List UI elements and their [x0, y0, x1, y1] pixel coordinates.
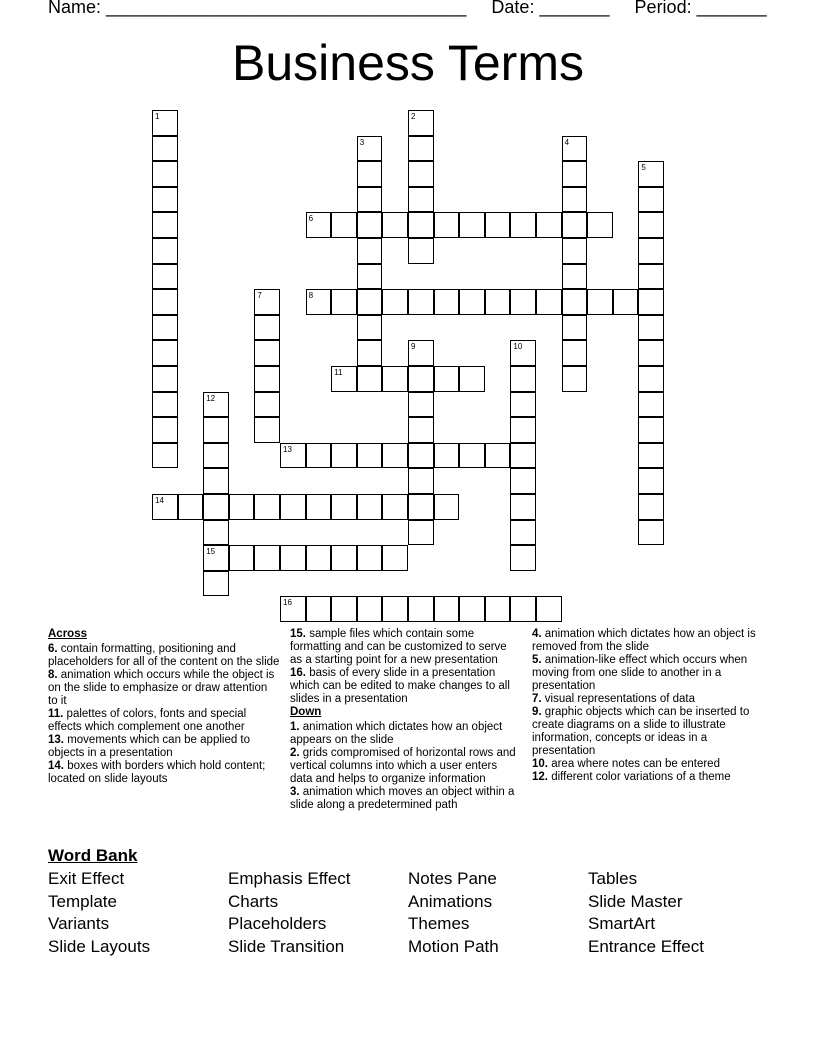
grid-cell[interactable]	[280, 494, 306, 520]
word-bank-item: Charts	[228, 891, 279, 911]
grid-cell[interactable]	[408, 417, 434, 443]
clue-text: different color variations of a theme	[548, 771, 731, 783]
grid-cell[interactable]	[254, 417, 280, 443]
clue-text: grids compromised of horizontal rows and vertical columns into which a user enters data and helps to organize information	[290, 747, 516, 785]
word-bank-title: Word Bank	[48, 846, 138, 865]
word-bank-item: Variants	[48, 914, 110, 934]
clue-number-label: 5.	[532, 654, 542, 666]
grid-cell[interactable]	[357, 136, 383, 162]
grid-cell[interactable]	[562, 212, 588, 238]
grid-cell[interactable]	[485, 596, 511, 622]
grid-cell[interactable]	[638, 315, 664, 341]
grid-cell[interactable]	[536, 212, 562, 238]
clues-column-3	[532, 628, 768, 784]
grid-cell[interactable]	[280, 545, 306, 571]
grid-cell[interactable]	[408, 596, 434, 622]
grid-cell[interactable]	[613, 289, 639, 315]
grid-cell[interactable]	[331, 289, 357, 315]
grid-cell[interactable]	[203, 392, 229, 418]
clue-number-label: 7.	[532, 693, 542, 705]
grid-cell[interactable]	[152, 392, 178, 418]
grid-cell[interactable]	[638, 187, 664, 213]
grid-cell[interactable]	[510, 468, 536, 494]
grid-cell[interactable]	[562, 187, 588, 213]
clue-item	[532, 628, 768, 654]
clue-number-label: 8.	[48, 669, 58, 681]
name-field-label[interactable]: Name: ____________________________________	[48, 0, 467, 17]
grid-cell[interactable]	[152, 494, 178, 520]
grid-cell[interactable]	[357, 596, 383, 622]
grid-cell[interactable]	[152, 443, 178, 469]
clue-text: contain formatting, positioning and placeholders for all of the content on the slide	[48, 643, 280, 668]
grid-cell[interactable]	[382, 443, 408, 469]
grid-cell[interactable]	[408, 520, 434, 546]
word-bank-item: Exit Effect	[48, 869, 125, 888]
across-clue-list	[48, 643, 280, 786]
grid-cell[interactable]	[562, 136, 588, 162]
clue-number: 7	[257, 291, 262, 301]
grid-cell[interactable]	[638, 340, 664, 366]
grid-cell[interactable]	[459, 443, 485, 469]
grid-cell[interactable]	[203, 443, 229, 469]
clue-text: visual representations of data	[541, 693, 696, 705]
clue-number: 6	[308, 214, 314, 224]
grid-cell[interactable]	[638, 468, 664, 494]
down-clue-list-continued	[532, 628, 768, 784]
grid-cell[interactable]	[510, 443, 536, 469]
grid-cell[interactable]	[408, 110, 434, 136]
clue-item	[532, 693, 768, 706]
clue-item	[532, 771, 768, 784]
grid-cell[interactable]	[485, 212, 511, 238]
clue-item	[532, 706, 768, 758]
grid-cell[interactable]	[357, 315, 383, 341]
grid-cell[interactable]	[408, 340, 434, 366]
clue-item	[48, 643, 280, 669]
grid-cell[interactable]	[638, 366, 664, 392]
grid-cell[interactable]	[306, 443, 332, 469]
clues-column-1	[48, 628, 280, 786]
grid-cell[interactable]	[152, 340, 178, 366]
grid-cell[interactable]	[229, 494, 255, 520]
grid-cell[interactable]	[152, 212, 178, 238]
grid-cell[interactable]	[510, 494, 536, 520]
grid-cell[interactable]	[357, 264, 383, 290]
clue-number: 16	[283, 598, 292, 608]
grid-cell[interactable]	[331, 443, 357, 469]
grid-cell[interactable]	[280, 443, 306, 469]
grid-cell[interactable]	[510, 520, 536, 546]
clue-number: 13	[283, 444, 292, 454]
grid-cell[interactable]	[459, 212, 485, 238]
grid-cell[interactable]	[587, 289, 613, 315]
grid-cell[interactable]	[562, 340, 588, 366]
grid-cell[interactable]	[434, 366, 460, 392]
clue-text: movements which can be applied to objects in a presentation	[48, 734, 251, 759]
word-bank-item: Slide Transition	[228, 936, 345, 956]
grid-cell[interactable]	[203, 545, 229, 571]
grid-cell[interactable]	[254, 289, 280, 315]
grid-cell[interactable]	[382, 596, 408, 622]
across-clue-list-continued	[290, 628, 522, 706]
word-bank-item: SmartArt	[588, 914, 656, 934]
grid-cell[interactable]	[485, 289, 511, 315]
clue-number-label: 15.	[290, 628, 306, 640]
grid-cell[interactable]	[408, 494, 434, 520]
grid-cell[interactable]	[382, 494, 408, 520]
date-field-label[interactable]: Date: _______	[491, 0, 610, 17]
grid-cell[interactable]	[510, 366, 536, 392]
grid-cell[interactable]	[357, 289, 383, 315]
grid-cell[interactable]	[152, 136, 178, 162]
clue-number-label: 11.	[48, 708, 64, 720]
grid-cell[interactable]	[152, 264, 178, 290]
clues-column-2	[290, 628, 522, 812]
grid-cell[interactable]	[459, 366, 485, 392]
grid-cell[interactable]	[152, 110, 178, 136]
grid-cell[interactable]	[408, 468, 434, 494]
grid-cell[interactable]	[152, 315, 178, 341]
down-heading: Down	[290, 706, 322, 718]
grid-cell[interactable]	[152, 161, 178, 187]
grid-cell[interactable]	[306, 212, 332, 238]
grid-cell[interactable]	[459, 289, 485, 315]
grid-cell[interactable]	[152, 366, 178, 392]
grid-cell[interactable]	[510, 392, 536, 418]
word-bank-item: Motion Path	[408, 936, 499, 956]
word-bank	[48, 868, 768, 958]
clue-number: 8	[308, 291, 314, 301]
grid-cell[interactable]	[408, 212, 434, 238]
clue-number: 3	[359, 137, 365, 147]
grid-cell[interactable]	[562, 264, 588, 290]
clue-number-label: 9.	[532, 706, 542, 718]
clue-number: 14	[155, 496, 164, 505]
clue-item	[532, 758, 768, 771]
clue-item	[290, 786, 522, 812]
grid-cell[interactable]	[485, 443, 511, 469]
clue-number-label: 3.	[290, 786, 300, 798]
grid-cell[interactable]	[408, 136, 434, 162]
clue-text: sample files which contain some formatting and can be customized to serve as a starting point for a new presentation	[290, 628, 507, 666]
word-bank-item: Notes Pane	[408, 869, 497, 888]
grid-cell[interactable]	[357, 494, 383, 520]
grid-cell[interactable]	[382, 212, 408, 238]
grid-cell[interactable]	[638, 417, 664, 443]
grid-cell[interactable]	[357, 187, 383, 213]
clue-number-label: 1.	[290, 721, 300, 733]
grid-cell[interactable]	[203, 520, 229, 546]
clue-text: animation which dictates how an object is removed from the slide	[532, 628, 756, 653]
clue-item	[290, 721, 522, 747]
clue-text: palettes of colors, fonts and special effects which complement one another	[48, 708, 247, 733]
clue-number: 9	[411, 342, 416, 352]
grid-cell[interactable]	[254, 545, 280, 571]
across-heading: Across	[48, 628, 87, 640]
word-bank-item: Themes	[408, 914, 470, 934]
grid-cell[interactable]	[203, 494, 229, 520]
clue-item	[48, 760, 280, 786]
grid-cell[interactable]	[459, 596, 485, 622]
grid-cell[interactable]	[178, 494, 204, 520]
grid-cell[interactable]	[331, 596, 357, 622]
grid-cell[interactable]	[408, 443, 434, 469]
grid-cell[interactable]	[434, 212, 460, 238]
grid-cell[interactable]	[408, 187, 434, 213]
word-bank-item: Tables	[588, 869, 638, 888]
clue-text: basis of every slide in a presentation which can be edited to make changes to all slides in a presentation	[290, 667, 510, 705]
word-bank-item: Emphasis Effect	[228, 869, 351, 888]
grid-cell[interactable]	[638, 494, 664, 520]
grid-cell[interactable]	[638, 392, 664, 418]
grid-cell[interactable]	[536, 289, 562, 315]
grid-cell[interactable]	[306, 545, 332, 571]
grid-cell[interactable]	[331, 366, 357, 392]
grid-cell[interactable]	[510, 596, 536, 622]
grid-cell[interactable]	[331, 494, 357, 520]
grid-cell[interactable]	[638, 264, 664, 290]
grid-cell[interactable]	[152, 289, 178, 315]
grid-cell[interactable]	[536, 596, 562, 622]
grid-cell[interactable]	[510, 212, 536, 238]
grid-cell[interactable]	[331, 545, 357, 571]
grid-cell[interactable]	[254, 340, 280, 366]
page-title: Business Terms	[232, 35, 584, 91]
grid-cell[interactable]	[408, 289, 434, 315]
clue-number: 4	[564, 137, 570, 147]
grid-cell[interactable]	[434, 443, 460, 469]
grid-cell[interactable]	[382, 545, 408, 571]
clue-item	[290, 747, 522, 786]
grid-cell[interactable]	[408, 238, 434, 264]
grid-cell[interactable]	[638, 443, 664, 469]
word-bank-item: Slide Layouts	[48, 936, 151, 956]
grid-cell[interactable]	[152, 187, 178, 213]
clue-item	[48, 669, 280, 708]
grid-cell[interactable]	[408, 392, 434, 418]
clue-item	[290, 667, 522, 706]
clue-text: animation-like effect which occurs when moving from one slide to another in a presentation	[532, 654, 748, 692]
clue-number-label: 10.	[532, 758, 548, 770]
grid-cell[interactable]	[408, 366, 434, 392]
clue-number-label: 13.	[48, 734, 64, 746]
grid-cell[interactable]	[357, 340, 383, 366]
grid-cell[interactable]	[587, 212, 613, 238]
clue-number-label: 6.	[48, 643, 58, 655]
clue-item	[532, 654, 768, 693]
grid-cell[interactable]	[254, 366, 280, 392]
clue-number: 5	[641, 163, 646, 173]
word-bank-item: Entrance Effect	[588, 936, 704, 956]
clue-number: 2	[411, 112, 416, 121]
grid-cell[interactable]	[357, 238, 383, 264]
grid-cell[interactable]	[306, 596, 332, 622]
clue-text: boxes with borders which hold content; located on slide layouts	[48, 760, 266, 785]
grid-cell[interactable]	[638, 161, 664, 187]
grid-cell[interactable]	[203, 571, 229, 597]
clue-number-label: 16.	[290, 667, 306, 679]
clue-number-label: 2.	[290, 747, 300, 759]
clue-number: 12	[206, 393, 216, 403]
grid-cell[interactable]	[254, 494, 280, 520]
clue-text: animation which occurs while the object is on the slide to emphasize or draw attention to it	[48, 669, 275, 707]
grid-cell[interactable]	[229, 545, 255, 571]
clue-item	[48, 708, 280, 734]
grid-cell[interactable]	[203, 468, 229, 494]
grid-cell[interactable]	[280, 596, 306, 622]
grid-cell[interactable]	[638, 289, 664, 315]
clue-text: area where notes can be entered	[548, 758, 720, 770]
grid-cell[interactable]	[254, 315, 280, 341]
grid-cell[interactable]	[152, 417, 178, 443]
grid-cell[interactable]	[331, 212, 357, 238]
down-clue-list	[290, 721, 522, 812]
clue-text: animation which moves an object within a slide along a predetermined path	[290, 786, 515, 811]
grid-cell[interactable]	[562, 366, 588, 392]
grid-cell[interactable]	[638, 212, 664, 238]
grid-cell[interactable]	[382, 289, 408, 315]
period-field-label[interactable]: Period: _______	[634, 0, 767, 17]
grid-cell[interactable]	[510, 340, 536, 366]
clue-number: 10	[513, 342, 523, 352]
grid-cell[interactable]	[638, 238, 664, 264]
grid-cell[interactable]	[357, 443, 383, 469]
word-bank-item: Animations	[408, 891, 493, 911]
clue-number-label: 14.	[48, 760, 64, 772]
grid-cell[interactable]	[562, 238, 588, 264]
clue-item	[48, 734, 280, 760]
clue-number: 15	[206, 547, 216, 557]
grid-cell[interactable]	[203, 417, 229, 443]
grid-cell[interactable]	[510, 417, 536, 443]
grid-cell[interactable]	[434, 494, 460, 520]
grid-cell[interactable]	[357, 545, 383, 571]
grid-cell[interactable]	[562, 315, 588, 341]
grid-cell[interactable]	[357, 212, 383, 238]
grid-cell[interactable]	[152, 238, 178, 264]
clue-text: graphic objects which can be inserted to create diagrams on a slide to illustrate information, concepts or ideas in a presentation	[532, 706, 750, 757]
grid-cell[interactable]	[510, 289, 536, 315]
grid-cell[interactable]	[434, 289, 460, 315]
word-bank-item: Template	[48, 891, 117, 911]
clue-item	[290, 628, 522, 667]
grid-cell[interactable]	[562, 161, 588, 187]
grid-cell[interactable]	[562, 289, 588, 315]
word-bank-item: Placeholders	[228, 914, 327, 934]
word-bank-item: Slide Master	[588, 891, 683, 911]
grid-cell[interactable]	[306, 494, 332, 520]
grid-cell[interactable]	[510, 545, 536, 571]
grid-cell[interactable]	[434, 596, 460, 622]
grid-cell[interactable]	[357, 366, 383, 392]
grid-cell[interactable]	[254, 392, 280, 418]
clue-number: 1	[155, 112, 160, 121]
grid-cell[interactable]	[357, 161, 383, 187]
grid-cell[interactable]	[638, 520, 664, 546]
clue-number-label: 4.	[532, 628, 542, 640]
clue-text: animation which dictates how an object appears on the slide	[290, 721, 503, 746]
grid-cell[interactable]	[306, 289, 332, 315]
grid-cell[interactable]	[382, 366, 408, 392]
grid-cell[interactable]	[408, 161, 434, 187]
clue-number-label: 12.	[532, 771, 548, 783]
clue-number: 11	[334, 368, 343, 377]
